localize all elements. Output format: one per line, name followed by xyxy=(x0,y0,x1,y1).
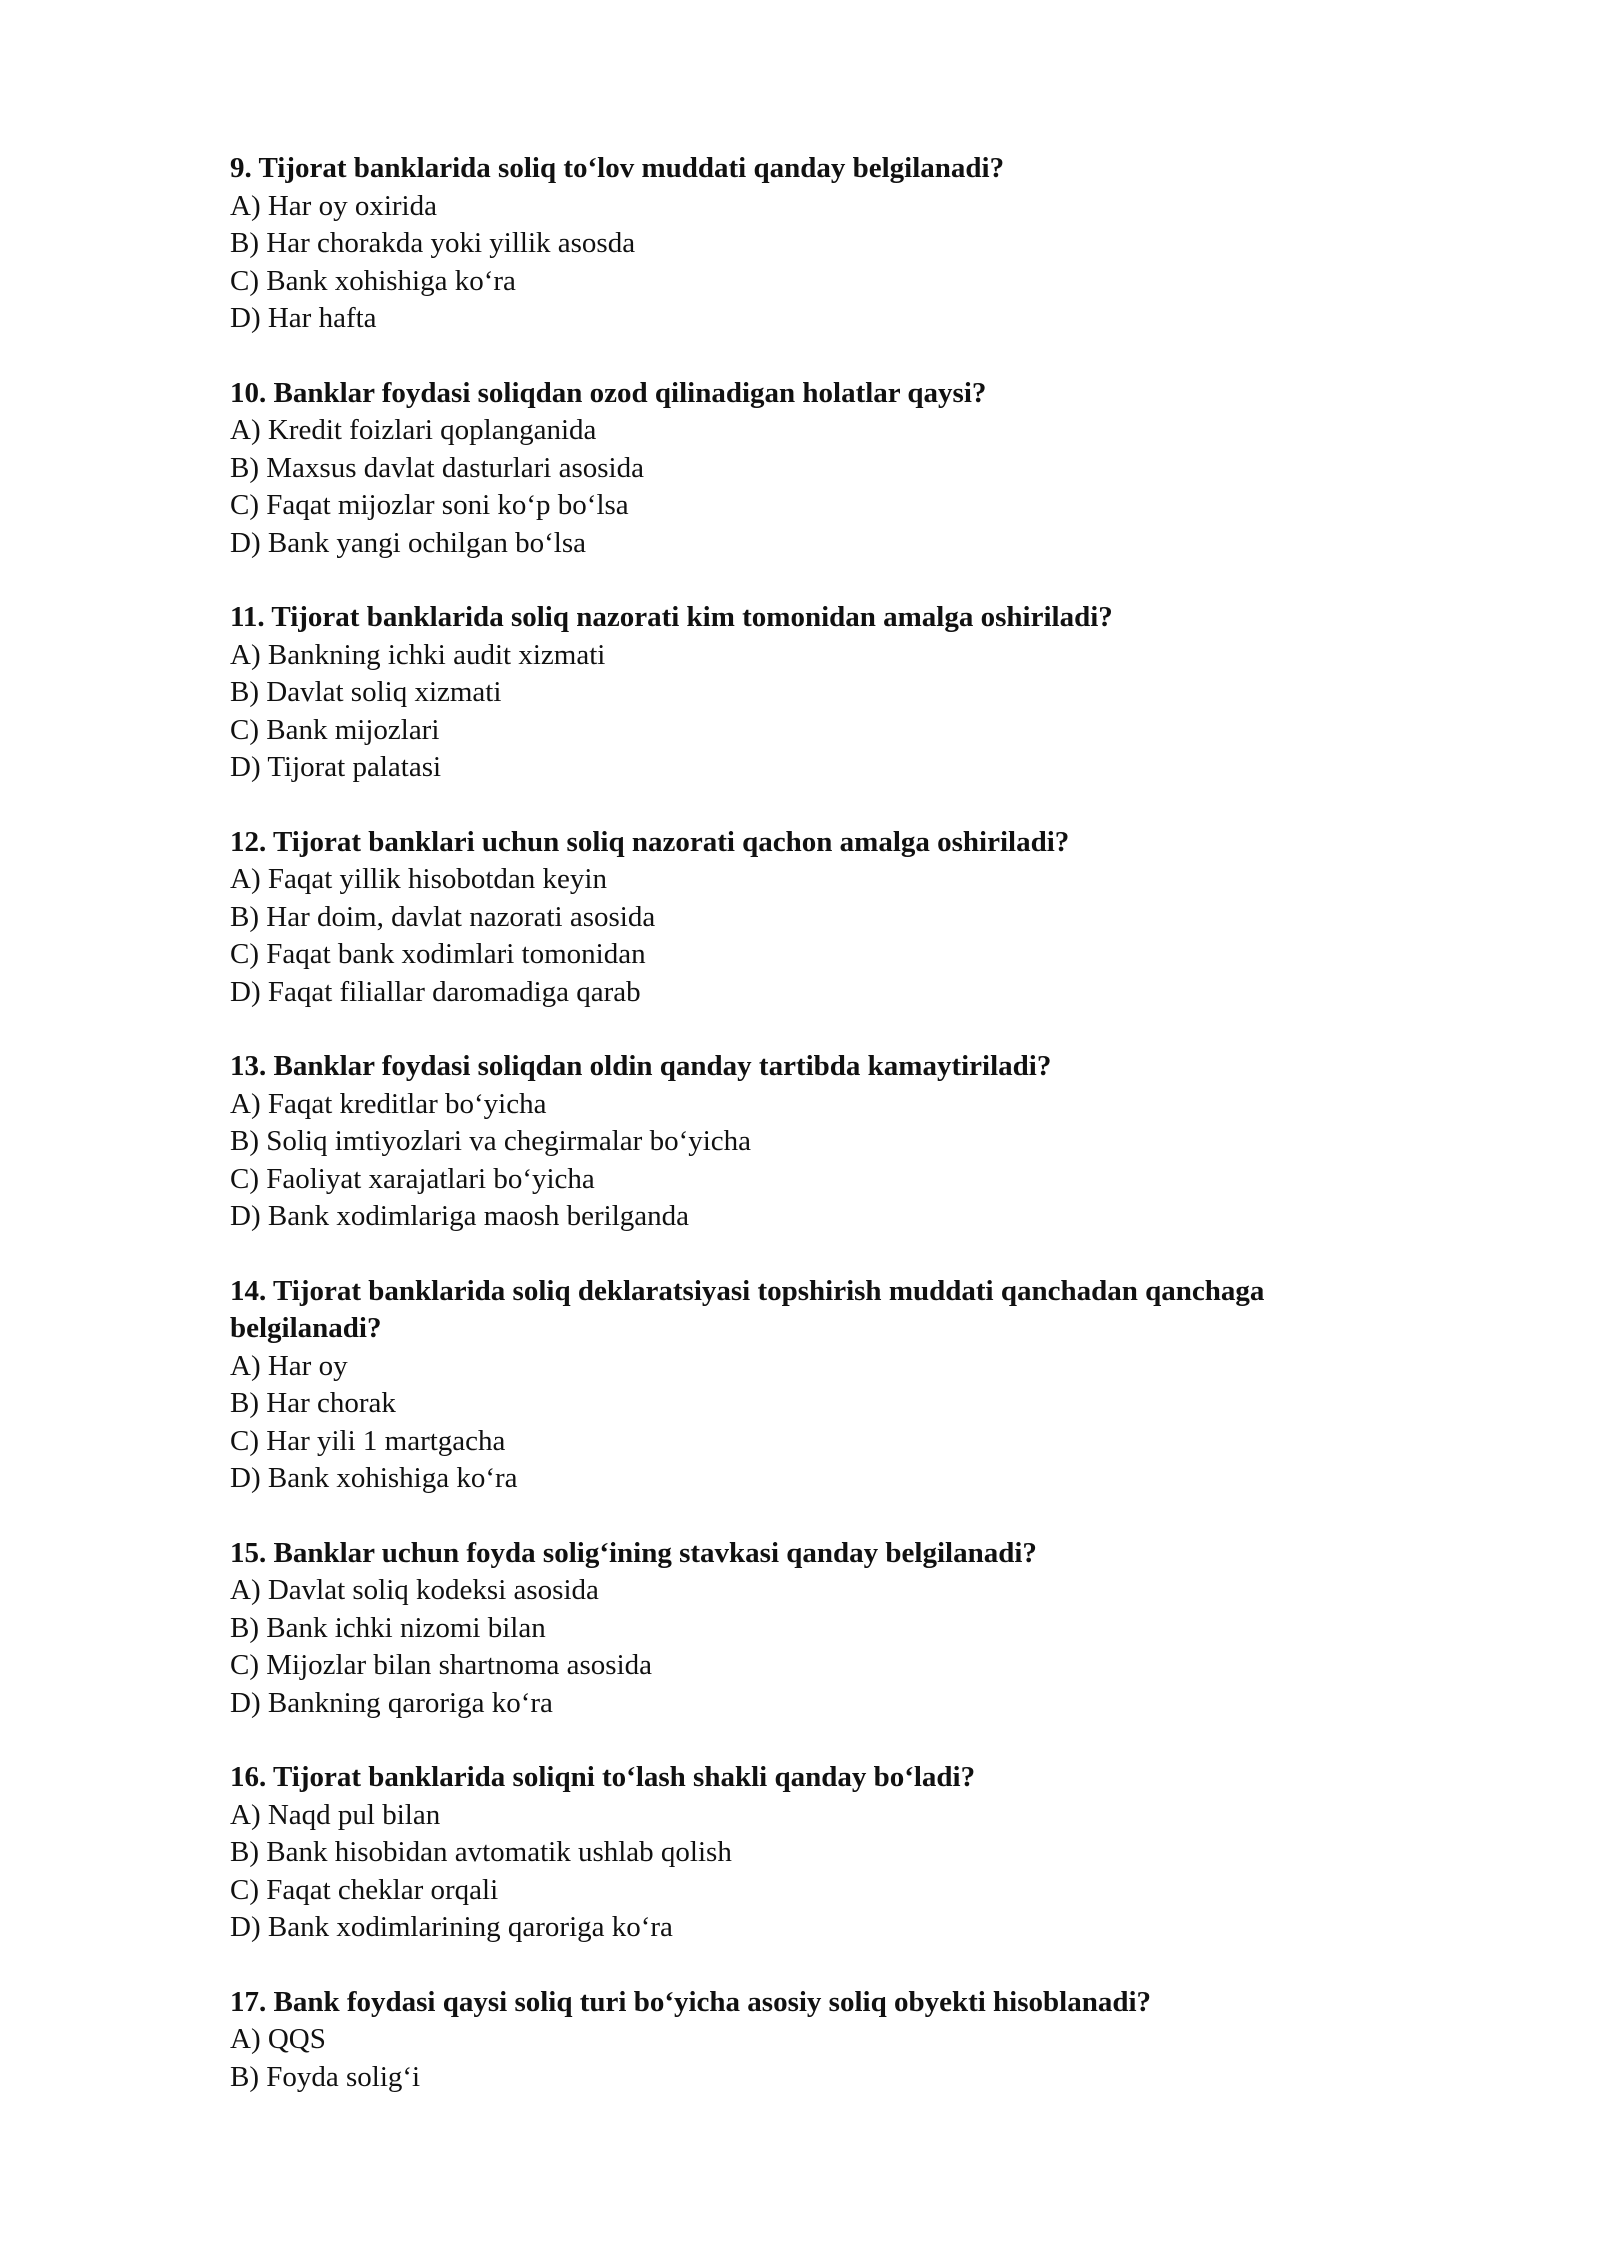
answer-option: C) Mijozlar bilan shartnoma asosida xyxy=(230,1649,653,1681)
question-text: 17. Bank foydasi qaysi soliq turi bo‘yicha asosiy soliq obyekti hisoblanadi? xyxy=(230,1985,1152,2018)
question-text: 14. Tijorat banklarida soliq deklaratsiyasi topshirish muddati qanchadan qanchaga belgilanadi? xyxy=(230,1274,1265,1344)
answer-option: C) Bank xohishiga ko‘ra xyxy=(230,264,516,297)
answer-option: C) Faqat cheklar orqali xyxy=(230,1873,499,1906)
question-9 xyxy=(230,150,1410,338)
answer-option: B) Davlat soliq xizmati xyxy=(230,676,502,708)
question-11 xyxy=(230,599,1410,787)
answer-option: D) Bank xodimlariga maosh berilganda xyxy=(230,1200,690,1232)
question-15 xyxy=(230,1535,1410,1723)
answer-option: D) Bank xodimlarining qaroriga ko‘ra xyxy=(230,1911,673,1943)
answer-option: B) Har chorakda yoki yillik asosda xyxy=(230,227,636,259)
document-page xyxy=(230,150,1410,2133)
answer-option: D) Tijorat palatasi xyxy=(230,751,442,783)
answer-option: A) QQS xyxy=(230,2023,326,2055)
answer-option: C) Bank mijozlari xyxy=(230,713,440,746)
answer-option: D) Faqat filiallar daromadiga qarab xyxy=(230,975,641,1008)
answer-option: D) Bank yangi ochilgan bo‘lsa xyxy=(230,526,586,559)
answer-option: B) Maxsus davlat dasturlari asosida xyxy=(230,451,644,484)
question-text: 16. Tijorat banklarida soliqni to‘lash shakli qanday bo‘ladi? xyxy=(230,1761,976,1793)
question-text: 10. Banklar foydasi soliqdan ozod qilinadigan holatlar qaysi? xyxy=(230,376,987,409)
answer-option: D) Bank xohishiga ko‘ra xyxy=(230,1462,518,1494)
answer-option: A) Faqat kreditlar bo‘yicha xyxy=(230,1087,547,1120)
question-10 xyxy=(230,375,1410,563)
question-17 xyxy=(230,1984,1410,2097)
question-13 xyxy=(230,1048,1410,1236)
answer-option: B) Bank ichki nizomi bilan xyxy=(230,1611,546,1644)
answer-option: A) Har oy oxirida xyxy=(230,189,437,222)
answer-option: D) Bankning qaroriga ko‘ra xyxy=(230,1686,553,1719)
question-12 xyxy=(230,824,1410,1012)
question-16 xyxy=(230,1759,1410,1947)
answer-option: B) Har doim, davlat nazorati asosida xyxy=(230,900,656,933)
answer-option: A) Har oy xyxy=(230,1349,348,1382)
question-text: 11. Tijorat banklarida soliq nazorati kim tomonidan amalga oshiriladi? xyxy=(230,601,1113,633)
answer-option: C) Faqat mijozlar soni ko‘p bo‘lsa xyxy=(230,489,629,521)
answer-option: A) Faqat yillik hisobotdan keyin xyxy=(230,863,607,895)
answer-option: C) Faoliyat xarajatlari bo‘yicha xyxy=(230,1162,595,1195)
answer-option: A) Naqd pul bilan xyxy=(230,1798,441,1831)
question-14 xyxy=(230,1273,1410,1498)
answer-option: B) Soliq imtiyozlari va chegirmalar bo‘yicha xyxy=(230,1125,752,1157)
answer-option: B) Foyda solig‘i xyxy=(230,2060,421,2093)
answer-option: D) Har hafta xyxy=(230,302,377,334)
question-text: 13. Banklar foydasi soliqdan oldin qanday tartibda kamaytiriladi? xyxy=(230,1050,1052,1082)
question-text: 9. Tijorat banklarida soliq to‘lov muddati qanday belgilanadi? xyxy=(230,152,1005,184)
question-text: 15. Banklar uchun foyda solig‘ining stavkasi qanday belgilanadi? xyxy=(230,1536,1037,1569)
answer-option: A) Bankning ichki audit xizmati xyxy=(230,638,606,671)
answer-option: C) Har yili 1 martgacha xyxy=(230,1424,506,1457)
answer-option: A) Davlat soliq kodeksi asosida xyxy=(230,1574,599,1606)
answer-option: B) Bank hisobidan avtomatik ushlab qolish xyxy=(230,1836,732,1868)
answer-option: C) Faqat bank xodimlari tomonidan xyxy=(230,938,646,970)
answer-option: A) Kredit foizlari qoplanganida xyxy=(230,414,597,446)
answer-option: B) Har chorak xyxy=(230,1387,396,1419)
question-text: 12. Tijorat banklari uchun soliq nazorati qachon amalga oshiriladi? xyxy=(230,825,1070,858)
